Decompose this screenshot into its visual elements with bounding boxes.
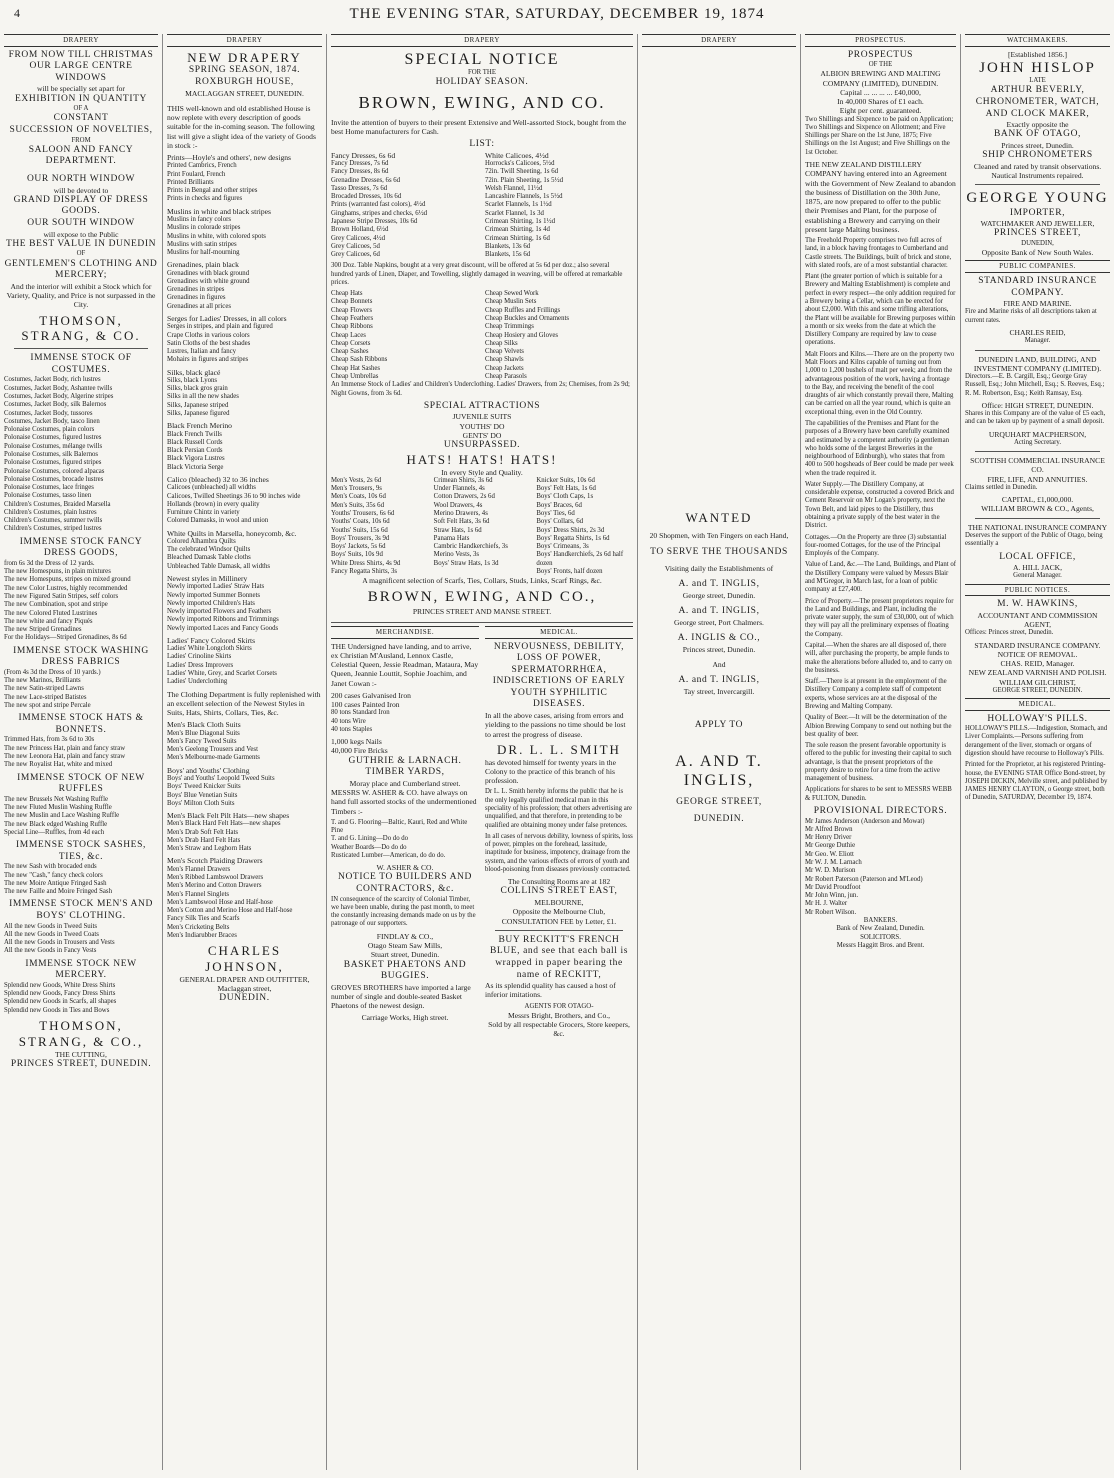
ad-line: GRAND DISPLAY OF DRESS GOODS.: [13, 194, 149, 217]
ad-item: White Quilts in Marsella, honeycomb, &c.: [167, 528, 297, 538]
address-line: GEORGE STREET,: [676, 796, 762, 807]
firm-name: GUTHRIE & LARNACH.: [348, 755, 462, 766]
ad-paragraph: Invite the attention of buyers to their present Extensive and Well-assorted Stock, bought from the best Home manufacturers for Cash.: [331, 117, 627, 136]
ad-line: ARTHUR BEVERLY,: [990, 85, 1085, 96]
firm-name: THOMSON, STRANG, & CO.: [21, 312, 141, 344]
ad-item: Prints—Hoyle's and others', new designs: [167, 153, 292, 163]
ad-line: In 40,000 Shares of £1 each.: [837, 97, 924, 107]
column-drapery-2: DRAPERY NEW DRAPERY SPRING SEASON, 1874. ROXBURGH HOUSE, MACLAGGAN STREET, DUNEDIN. THIS well-known and old established House is now replete with every description of goods suitable for the in-coming season. The following list will give a slight idea of the variety of Goods in stock :- Prints—Hoyle's and others', new designs Printed Cambrics, French Print Foulard, French Printed Brilliants Prints in Bengal and other stripes Prints in checks and figures Muslins in white and black stripes Muslins in fancy colors Muslins in colorade stripes Muslins in white, with colored spots Muslins with satin stripes Muslins for half-mourning Grenadines, plain black Grenadines with black ground Grenadines with white ground Grenadines in stripes Grenadines in figures Grenadines at all prices Serges for Ladies' Dresses, in all colors Serges in stripes, and plain and figured Crape Cloths in various colors Satin Cloths of the best shades Lustres, Italian and fancy Mohairs in figures and stripes Silks, black glacé Silks, black Lyons Silks, black gros grain Silks in all the new shades Silks, Japanese striped Silks, Japanese figured Black French Merino Black French Twills Black Russell Cords Black Persian Cords Black Vigora Lustres Black Victoria Serge Calico (bleached) 32 to 36 inches Calicoes (unbleached) all widths Calicoes, Twilled Sheetings 36 to 90 inches wide Hollands (brown) in every quality Furniture Chintz in variety Colored Damasks, in wool and union White Quilts in Marsella, honeycomb, &c. Colored Alhambra Quilts The celebrated Windsor Quilts Bleached Damask Table cloths Unbleached Table Damask, all widths Newest styles in Millinery Newly imported Ladies' Straw Hats Newly imported Summer Bonnets Newly imported Children's Hats Newly imported Flowers and Feathers Newly imported Ribbons and Trimmings Newly imported Laces and Fancy Goods Ladies' Fancy Colored Skirts Ladies' White Longcloth Skirts Ladies' Crinoline Skirts Ladies' Dress Improvers Ladies' White, Grey, and Scarlet Corsets Ladies' Underclothing The Clothing Department is fully replenished with an excellent selection of the Newest Styles in Suits, Hats, Shirts, Collars, Ties, &c. Men's Black Cloth Suits Men's Blue Diagonal Suits Men's Fancy Tweed Suits Men's Geelong Trousers and Vest Men's Melbourne-made Garments Boys' and Youths' Clothing Boys' and Youths' Leopold Tweed Suits Boys' Tweed Knicker Suits Boys' Blue Venetian Suits Boys' Milton Cloth Suits Men's Black Felt Pilt Hats—new shapes Men's Black Hard Felt Hats—new shapes Men's Drab Soft Felt Hats Men's Drab Hard Felt Hats Men's Straw and Leghorn Hats Men's Scotch Plaiding Drawers Men's Flannel Drawers Men's Ribbed Lambswool Drawers Men's Merino and Cotton Drawers Men's Flannel Singlets Men's Lambswool Hose and Half-hose Men's Cotton and Merino Hose and Half-hose Fancy Silk Ties and Scarfs Men's Cricketing Belts Men's Indiarubber Braces CHARLES JOHNSON, GENERAL DRAPER AND OUTFITTER, Maclaggan street, DUNEDIN.: [167, 36, 321, 1004]
ad-line: CONSULTATION FEE by Letter, £1.: [501, 916, 617, 926]
column-drapery-5: [642, 34, 796, 1470]
firm-name: THOMSON, STRANG, & CO.,: [18, 1017, 144, 1049]
ad-line: Capital ... ... ... ... £40,000,: [840, 87, 921, 97]
ad-line: AGENTS FOR OTAGO-: [524, 1002, 594, 1010]
director: Mr Robert Paterson (Paterson and M'Leod): [805, 875, 923, 883]
director: Mr W. D. Murison: [805, 867, 856, 875]
ad-heading: NERVOUSNESS, DEBILITY, LOSS OF POWER, SPERMATORRHŒA, INDISCRETIONS OF EARLY YOUTH SYPHILITIC DISEASES.: [492, 641, 626, 710]
ad-paragraph: And the interior will exhibit a Stock which for Variety, Quality, and Price is not surpassed in the City.: [6, 281, 156, 310]
ad-heading: TIMBER YARDS,: [365, 767, 445, 778]
director: Mr George Duthie: [805, 842, 856, 850]
column-header: PUBLIC NOTICES.: [965, 584, 1110, 597]
ad-line: Moray place and Cumberland street.: [349, 778, 461, 788]
list-item: White Calicoes, 4½d: [485, 150, 549, 160]
ad-line: WILLIAM BROWN & CO., Agents,: [981, 504, 1094, 514]
address-line: DUNEDIN.: [219, 993, 270, 1004]
ad-title: WANTED: [685, 509, 753, 525]
ad-item: Ladies' Fancy Colored Skirts: [167, 635, 256, 645]
column-header: DRAPERY: [642, 34, 796, 47]
ad-line: Messrs Bright, Brothers, and Co.,: [507, 1010, 611, 1020]
firm-name: BROWN, EWING, AND CO.: [358, 92, 606, 112]
ad-line: SALOON AND FANCY DEPARTMENT.: [28, 144, 134, 167]
ad-heading: BASKET PHAETONS AND BUGGIES.: [343, 959, 467, 982]
ad-line: APPLY TO: [694, 720, 744, 731]
ad-item: Grenadines, plain black: [167, 260, 239, 270]
ad-line: YOUTHS' DO: [459, 421, 505, 431]
ad-line: George street, Dunedin.: [682, 591, 756, 601]
doctor-name: DR. L. L. SMITH: [497, 741, 621, 757]
director: Mr Geo. W. Eliott: [805, 850, 854, 858]
ad-title: PROSPECTUS: [847, 49, 914, 60]
ad-line: will be devoted to: [53, 185, 109, 195]
column-rule: [960, 34, 961, 1470]
address-line: Carriage Works, High street.: [361, 1013, 449, 1023]
ad-line: [Established 1856.]: [1007, 49, 1068, 59]
ad-title: SPECIAL NOTICE: [404, 50, 560, 68]
ad-line: Tay street, Invercargill.: [683, 686, 755, 696]
column-watchmakers: WATCHMAKERS. [Established 1856.] JOHN HISLOP LATE ARTHUR BEVERLY, CHRONOMETER, WATCH, AND CLOCK MAKER, Exactly opposite the BANK OF OTAGO, Princes street, Dunedin. SHIP CHRONOMETERS Cleaned and rated by transit observations. Nautical Instruments repaired. GEORGE YOUNG IMPORTER, WATCHMAKER AND JEWELLER, PRINCES STREET, DUNEDIN, Opposite Bank of New South Wales. PUBLIC COMPANIES. STANDARD INSURANCE COMPANY. FIRE AND MARINE. Fire and Marine risks of all descriptions taken at current rates. CHARLES REID, Manager. DUNEDIN LAND, BUILDING, AND INVESTMENT COMPANY (LIMITED). Directors.—E. B. Cargill, Esq.; George Gray Russell, Esq.; John Mitchell, Esq.; S. Reeves, Esq.; R. M. Robertson, Esq.; Keith Ramsay, Esq. Office: HIGH STREET, DUNEDIN. Shares in this Company are of the value of £5 each, and can be taken up by payment of a small deposit. URQUHART MACPHERSON, Acting Secretary. SCOTTISH COMMERCIAL INSURANCE CO. FIRE, LIFE, AND ANNUITIES. Claims settled in Dunedin. CAPITAL, £1,000,000. WILLIAM BROWN & CO., Agents, THE NATIONAL INSURANCE COMPANY Deserves the support of the Public of Otago, being essentially a LOCAL OFFICE, A. HILL JACK, General Manager. PUBLIC NOTICES. M. W. HAWKINS, ACCOUNTANT AND COMMISSION AGENT, Offices: Princes street, Dunedin. STANDARD INSURANCE COMPANY. NOTICE OF REMOVAL. CHAS. REID, Manager. NEW ZEALAND VARNISH AND POLISH. WILLIAM GILCHRIST, GEORGE STREET, DUNEDIN. MEDICAL. HOLLOWAY'S PILLS. HOLLOWAY'S PILLS.—Indigestion, Stomach, and Liver Complaints.—Persons suffering from derangement of the liver, stomach or organs of digestion should have recourse to Holloway's Pills. Printed for the Proprietor, at his registered Printing-house, the EVENING STAR Office Bond-street, by JOSEPH DICKIN, Melville street, and published by JAMES HENRY CLAYTON, o George street, both of Dunedin, SATURDAY, December 19, 1874.: [965, 36, 1109, 802]
ad-line: Eight per cent. guaranteed.: [839, 106, 922, 116]
ad-line: CAPITAL, £1,000,000.: [1001, 495, 1074, 505]
ad-heading: BUY RECKITT'S FRENCH BLUE, and see that each ball is wrapped in paper bearing the name of RECKITT,: [489, 934, 629, 980]
ad-line: The Consulting Rooms are at 182: [507, 877, 611, 887]
ad-line: Princes street, Dunedin.: [682, 644, 756, 654]
director: Mr H. J. Walter: [805, 900, 848, 908]
column-rule: [800, 34, 801, 1470]
imprint: Printed for the Proprietor, at his registered Printing-house, the EVENING STAR Office Bond-street, by JOSEPH DICKIN, Melville street, and published by JAMES HENRY CLAYTON, o George street, both of Dunedin, SATURDAY, December 19, 1874.: [965, 761, 1108, 802]
ad-line: ROXBURGH HOUSE,: [195, 76, 294, 87]
ad-heading: IMMENSE STOCK WASHING DRESS FABRICS: [13, 645, 149, 668]
ad-paragraph: THE NEW ZEALAND DISTILLERY COMPANY having entered into an Agreement with the Government of New Zealand to abandon the business of Distillation on the 30th June, 1875, are now prepared to offer to the public their Premises and Plant, for the purpose of establishing a Brewery and carrying on their present large Malting business.: [805, 160, 956, 234]
ad-item: 200 cases Galvanised Iron: [331, 690, 411, 700]
ad-line: OUR LARGE CENTRE WINDOWS: [29, 61, 133, 83]
ad-line: George street, Port Chalmers.: [674, 617, 764, 627]
ad-line: OF THE: [868, 61, 893, 69]
ad-item: Calico (bleached) 32 to 36 inches: [167, 474, 269, 484]
ad-line: Sold by all respectable Grocers, Store keepers, &c.: [488, 1020, 630, 1039]
ad-line: CONSTANT: [53, 113, 109, 124]
ad-heading: NOTICE TO BUILDERS AND CONTRACTORS, &c.: [338, 872, 472, 895]
ad-line: OF: [76, 250, 86, 258]
ad-line: GENTLEMEN'S CLOTHING AND MERCERY;: [4, 258, 158, 281]
firm-name: CHARLES JOHNSON,: [205, 943, 284, 975]
signature: WILLIAM GILCHRIST,: [999, 677, 1076, 687]
signature: CHAS. REID, Manager.: [1000, 659, 1075, 669]
merchandise-block: MERCHANDISE. THE Undersigned have landing, and to arrive, ex Christian M'Ausland, Lennox Castle, Celestial Queen, Jessie Readman, Mataura, May Queen, Jeannie Louttit, Sophie Joachim, and Janet Cowan :- 200 cases Galvanised Iron 100 cases Painted Iron 80 tons Standard Iron 40 tons Wire 40 tons Staples 1,000 kegs Nails 40,000 Fire Bricks GUTHRIE & LARNACH. TIMBER YARDS, Moray place and Cumberland street. MESSRS W. ASHER & CO. have always on hand full assorted stocks of the undermentioned Timbers :- T. and G. Flooring—Baltic, Kauri, Red and White Pine T. and G. Lining—Do do do Weather Boards—Do do do Rusticated Lumber—American, do do do. W. ASHER & CO. NOTICE TO BUILDERS AND CONTRACTORS, &c. IN consequence of the scarcity of Colonial Timber, we have been unable, during the past month, to meet the constantly increasing demands made on us by the patronage of our supporters. FINDLAY & CO., Otago Steam Saw Mills, Stuart street, Dunedin. BASKET PHAETONS AND BUGGIES. GROVES BROTHERS have imported a large number of single and double-seated Basket Phaetons of the newest design. Carriage Works, High street.: [331, 628, 479, 1023]
address-line: Stuart street, Dunedin.: [370, 950, 440, 960]
ad-line: CHRONOMETER, WATCH, AND CLOCK MAKER,: [975, 96, 1100, 119]
ad-line: PRINCES STREET,: [994, 228, 1081, 239]
ad-paragraph: A magnificent selection of Scarfs, Ties, Collars, Studs, Links, Scarf Rings, &c.: [362, 576, 602, 586]
column-header: PUBLIC COMPANIES.: [965, 260, 1110, 273]
ad-line: A. INGLIS & CO.,: [677, 633, 761, 644]
medical-block: MEDICAL. NERVOUSNESS, DEBILITY, LOSS OF POWER, SPERMATORRHŒA, INDISCRETIONS OF EARLY YOUTH SYPHILITIC DISEASES. In all the above cases, arising from errors and yielding to the passions no time should be lost to arrest the progress of disease. DR. L. L. SMITH has devoted himself for twenty years in the Colony to the practice of this branch of his profession. Dr L. L. Smith hereby informs the public that he is the only legally qualified medical man in this speciality of his profession; that others advertising are unqualified, and that therefore, in pretending to be qualified are obtaining money under false pretences. In all cases of nervous debility, lowness of spirits, loss of power, pimples on the forehead, lassitude, inaptitude for business, impotency, drainage from the system, and the various effects of errors of youth and blood-poisoning from diseases previously contracted. The Consulting Rooms are at 182 COLLINS STREET EAST, MELBOURNE, Opposite the Melbourne Club, CONSULTATION FEE by Letter, £1. BUY RECKITT'S FRENCH BLUE, and see that each ball is wrapped in paper bearing the name of RECKITT, As its splendid quality has caused a host of inferior imitations. AGENTS FOR OTAGO- Messrs Bright, Brothers, and Co., Sold by all respectable Grocers, Store keepers, &c.: [485, 628, 633, 1039]
director: Mr W. J. M. Larnach: [805, 859, 862, 867]
ad-line: EXHIBITION IN QUANTITY: [15, 93, 147, 104]
ad-paragraph: As its splendid quality has caused a host of inferior imitations.: [485, 981, 616, 1000]
ad-paragraph: The Clothing Department is fully replenished with an excellent selection of the Newest Styles in Suits, Hats, Shirts, Collars, Ties, &c.: [167, 689, 321, 718]
director: Mr David Proudfoot: [805, 883, 861, 891]
column-prospectus: PROSPECTUS. PROSPECTUS OF THE ALBION BREWING AND MALTING COMPANY (LIMITED), DUNEDIN. Capital ... ... ... ... £40,000, In 40,000 Shares of £1 each. Eight per cent. guaranteed. Two Shillings and Sixpence to be paid on Application; Two Shillings and Sixpence on Allotment; and Five Shillings per Share on the 1st June, 1875; Five Shillings on the 1st August; and Five Shillings on the 1st October. THE NEW ZEALAND DISTILLERY COMPANY having entered into an Agreement with the Government of New Zealand to abandon the business of Distillation on the 30th June, 1875, are now prepared to offer to the public their Premises and Plant, for the purpose of establishing a Brewery and carrying on their present large Malting business. The Freehold Property comprises two full acres of land, in a block having frontages to Cumberland and Castle streets. The Buildings, built of brick and stone, with slated roofs, are of a most substantial character. Plant (the greater portion of which is suitable for a Brewery and Malting Establishment) is complete and perfect in every respect—the only addition required for a Brewery being a Cellar, which can be erected for about £2,000. With this and some trifling alterations, the Plant will be available for Brewing purposes within a month or six weeks from the date at which the Distillery Company are required by law to cease operations. Malt Floors and Kilns.—There are on the property two Malt Floors and Kilns capable of turning out from 1,000 to 1,200 bushels of malt per week; and from the advantageous position of the work, having a frontage to the Bay, and receiving the benefit of the cool draughts of air which constantly prevail there, Malting can be carried on all the year round, which is quite an exceptional thing, even in the Old Country. The capabilities of the Premises and Plant for the purposes of a Brewery have been carefully examined and estimated by a competent authority (a gentleman who holds some of the largest Breweries in the neighbourhood of Edinburgh), who states that from 400 to 500 hogsheads of Beer could be made per week when the trade required it. Water Supply.—The Distillery Company, at considerable expense, constructed a covered Brick and Cement Reservoir on Mr Logan's property, next the Town Belt, and laid pipes to the Distillery, thus obtaining a private supply of the best water in the District. Cottages.—On the Property are three (3) substantial four-roomed Cottages, for the use of the Principal Employés of the Company. Value of Land, &c.—The Land, Buildings, and Plant of the Distillery Company were valued by Messrs Blair and M'Gregor, in March last, for a loan of public company at £27,400. Price of Property.—The present proprietors require for the Land and Buildings, and Plant, including the private water supply, the sum of £30,000, out of which they will pay all the preliminary expenses of floating the Company. Capital.—When the shares are all disposed of, there will, after purchasing the property, be ample funds to make the alterations before alluded to, and to carry on the business. Staff.—There is at present in the employment of the Distillery Company a complete staff of competent experts, whose services are at the disposal of the Brewing and Malting Company. Quality of Beer.—It will be the determination of the Albion Brewing Company to send out nothing but the best quality of beer. The sole reason the present favorable opportunity is offered to the public for investing their capital to such advantage, is that the present proprietors of the property desire to retire for a time from the active management of business. Applications for shares to be sent to MESSRS WEBB & FULTON, Dunedin. PROVISIONAL DIRECTORS. Mr James Anderson (Anderson and Mowat) Mr Alfred Brown Mr Henry Driver Mr George Duthie Mr Geo. W. Eliott Mr W. J. M. Larnach Mr W. D. Murison Mr Robert Paterson (Paterson and M'Leod) Mr David Proudfoot Mr John Winn, jun. Mr H. J. Walter Mr Robert Wilson. BANKERS. Bank of New Zealand, Dunedin. SOLICITORS. Messrs Haggitt Bros. and Brent.: [805, 36, 956, 949]
ad-item: Men's Scotch Plaiding Drawers: [167, 856, 263, 866]
column-rule: [637, 34, 638, 1470]
firm-name: BROWN, EWING, AND CO.,: [367, 589, 597, 606]
column-rule: [162, 34, 163, 1470]
company-name: THE NATIONAL INSURANCE COMPANY: [967, 522, 1108, 532]
signature: URQUHART MACPHERSON,: [988, 429, 1087, 439]
ad-line: OF A: [73, 105, 89, 113]
director: Mr John Winn, jun.: [805, 892, 859, 900]
signature: W. ASHER & CO.: [376, 863, 434, 873]
ad-line: Opposite Bank of New South Wales.: [981, 248, 1094, 258]
ad-line: SPRING SEASON, 1874.: [188, 65, 301, 76]
ad-paragraph: In all the above cases, arising from errors and yielding to the passions no time should be lost to arrest the progress of disease.: [485, 711, 626, 739]
ad-heading: IMMENSE STOCK NEW MERCERY.: [25, 958, 137, 981]
column-header: PROSPECTUS.: [805, 34, 956, 47]
ad-item: Newest styles in Millinery: [167, 574, 248, 584]
ad-line: Office: HIGH STREET, DUNEDIN.: [981, 400, 1094, 410]
ad-line: will expose to the Public: [43, 229, 119, 239]
signature: CHARLES REID,: [1009, 327, 1066, 337]
column-header: MEDICAL.: [485, 626, 633, 639]
ad-line: FIRE AND MARINE.: [1003, 299, 1072, 309]
company-name: DUNEDIN LAND, BUILDING, AND INVESTMENT COMPANY (LIMITED).: [973, 354, 1102, 373]
ad-line: UNSURPASSED.: [443, 440, 521, 451]
ad-line: ACCOUNTANT AND COMMISSION AGENT,: [977, 610, 1098, 630]
address-line: MELBOURNE,: [534, 898, 584, 908]
ad-line: SUCCESSION OF NOVELTIES,: [9, 124, 153, 135]
ad-line: In every Style and Quality.: [441, 467, 523, 477]
ad-item: Serges for Ladies' Dresses, in all colors: [167, 314, 287, 324]
ad-line: JUVENILE SUITS: [452, 412, 512, 422]
masthead-title: THE EVENING STAR, SATURDAY, DECEMBER 19, 1874: [349, 6, 765, 22]
director: Mr Robert Wilson.: [805, 908, 857, 916]
company-name: STANDARD INSURANCE COMPANY.: [974, 640, 1101, 650]
ad-line: A. and T. INGLIS,: [678, 579, 760, 590]
ad-heading: IMMENSE STOCK OF NEW RUFFLES: [17, 772, 145, 795]
ad-line: LOCAL OFFICE,: [999, 551, 1076, 562]
ad-paragraph: has devoted himself for twenty years in the Colony to the practice of this branch of his profession.: [485, 757, 616, 786]
ad-title: NEW DRAPERY: [187, 49, 302, 65]
director: Mr James Anderson (Anderson and Mowat): [805, 817, 925, 825]
firm-name: JOHN HISLOP: [979, 59, 1096, 76]
ad-line: FROM NOW TILL CHRISTMAS: [8, 49, 154, 60]
ad-line: MACLAGGAN STREET, DUNEDIN.: [185, 88, 304, 98]
ad-line: OUR NORTH WINDOW: [26, 173, 136, 184]
ad-heading: SPECIAL ATTRACTIONS: [423, 400, 541, 411]
ad-line: OUR SOUTH WINDOW: [27, 217, 135, 228]
company-name: NEW ZEALAND VARNISH AND POLISH.: [968, 668, 1107, 678]
ad-line: 20 Shopmen, with Ten Fingers on each Hand,: [649, 531, 789, 541]
firm-name: A. AND T. INGLIS,: [675, 752, 763, 790]
ad-line: Visiting daily the Establishments of: [664, 564, 774, 574]
ad-paragraph: THE Undersigned have landing, and to arrive, ex Christian M'Ausland, Lennox Castle, Celestial Queen, Jessie Readman, Mataura, May Queen, Jeannie Louttit, Sophie Joachim, and Janet Cowan :-: [331, 641, 479, 688]
ad-line: Manager.: [1024, 337, 1051, 345]
ad-title: HOLLOWAY'S PILLS.: [987, 713, 1088, 724]
ad-line: A. and T. INGLIS,: [678, 675, 760, 686]
ad-line: General Manager.: [1013, 572, 1062, 580]
ad-item: 100 cases Painted Iron: [331, 700, 400, 710]
address-line: Maclaggan street,: [217, 984, 272, 994]
director: Mr Alfred Brown: [805, 825, 853, 833]
column-rule: [326, 34, 327, 1470]
address-line: PRINCES STREET, DUNEDIN.: [10, 1058, 152, 1069]
ad-item: 40,000 Fire Bricks: [331, 746, 388, 756]
address-line: GEORGE STREET, DUNEDIN.: [992, 686, 1083, 694]
ad-item: Muslins in white and black stripes: [167, 206, 271, 216]
list-heading: LIST:: [469, 139, 495, 150]
ad-heading: IMMENSE STOCK OF COSTUMES.: [30, 353, 132, 375]
ad-item: Boys' and Youths' Clothing: [167, 765, 250, 775]
address-line: COLLINS STREET EAST,: [500, 886, 618, 897]
ad-line: HOLIDAY SEASON.: [435, 77, 529, 88]
ad-line: FIRE, LIFE, AND ANNUITIES.: [987, 474, 1088, 484]
ad-line: Exactly opposite the: [1006, 120, 1069, 130]
ad-heading: IMMENSE STOCK HATS & BONNETS.: [18, 713, 144, 735]
column-drapery-1: DRAPERY FROM NOW TILL CHRISTMAS OUR LARGE CENTRE WINDOWS will be specially set apart for EXHIBITION IN QUANTITY OF A CONSTANT SUCCESSION OF NOVELTIES, FROM SALOON AND FANCY DEPARTMENT. OUR NORTH WINDOW will be devoted to GRAND DISPLAY OF DRESS GOODS. OUR SOUTH WINDOW will expose to the Public THE BEST VALUE IN DUNEDIN OF GENTLEMEN'S CLOTHING AND MERCERY; And the interior will exhibit a Stock which for Variety, Quality, and Price is not surpassed in the City. THOMSON, STRANG, & CO. IMMENSE STOCK OF COSTUMES. Costumes, Jacket Body, rich lustres Costumes, Jacket Body, Ashantee twills Costumes, Jacket Body, Algerine stripes Costumes, Jacket Body, silk Balernos Costumes, Jacket Body, tussores Costumes, Jacket Body, tasco linen Polonaise Costumes, plain colors Polonaise Costumes, figured lustres Polonaise Costumes, mélange twills Polonaise Costumes, silk Balernos Polonaise Costumes, figured stripes Polonaise Costumes, colored alpacas Polonaise Costumes, brocade lustres Polonaise Costumes, lace fringes Polonaise Costumes, tasso linen Children's Costumes, Braided Marsella Children's Costumes, plain lustres Children's Costumes, summer twills Children's Costumes, striped lustres IMMENSE STOCK FANCY DRESS GOODS, from 6s 3d the Dress of 12 yards. The new Homespuns, in plain mixtures The new Homespuns, stripes on mixed ground The new Color Lustres, highly recommended The new Figured Satin Stripes, self colors The new Combination, spot and stripe The new Colored Fluted Lustrines The new white and fancy Piqués The new Striped Grenadines For the Holidays—Striped Grenadines, 8s 6d IMMENSE STOCK WASHING DRESS FABRICS (From 4s 3d the Dress of 10 yards.) The new Marinos, Brilliants The new Satin-striped Lawns The new Lace-striped Batistes The new spot and stripe Percale IMMENSE STOCK HATS & BONNETS. Trimmed Hats, from 3s 6d to 30s The new Princess Hat, plain and fancy straw The new Leonora Hat, plain and fancy straw The new Royalist Hat, white and mixed IMMENSE STOCK OF NEW RUFFLES The new Brussels Net Washing Ruffle The new Fluted Muslin Washing Ruffle The new Muslin and Lace Washing Ruffle The new Black edged Washing Ruffle Special Line—Ruffles, from 4d each IMMENSE STOCK SASHES, TIES, &c. The new Sash with brocaded ends The new "Cash," fancy check colors The new Moire Antique Fringed Sash The new Faille and Moire Fringed Sash IMMENSE STOCK MEN'S AND BOYS' CLOTHING. All the new Goods in Tweed Suits All the new Goods in Tweed Coats All the new Goods in Trousers and Vests All the new Goods in Fancy Vests IMMENSE STOCK NEW MERCERY. Splendid new Goods, White Dress Shirts Splendid new Goods, Fancy Dress Shirts Splendid new Goods in Scarfs, all shapes Splendid new Goods in Ties and Bows THOMSON, STRANG, & CO., THE CUTTING, PRINCES STREET, DUNEDIN.: [4, 36, 158, 1069]
ad-line: IMPORTER,: [1009, 207, 1066, 218]
ad-line: A. and T. INGLIS,: [678, 606, 760, 617]
firm-name: GEORGE YOUNG: [966, 190, 1109, 207]
ad-line: LATE: [1029, 77, 1046, 85]
column-drapery-3: DRAPERY SPECIAL NOTICE FOR THE HOLIDAY SEASON. BROWN, EWING, AND CO. Invite the attention of buyers to their present Extensive and Well-assorted Stock, bought from the best Home manufacturers for Cash. LIST: Fancy Dresses, 6s 6d Fancy Dresses, 7s 6d Fancy Dresses, 8s 6d Grenadine Dresses, 6s 6d Tasso Dresses, 7s 6d Brocaded Dresses, 10s 6d Prints (warranted fast colors), 4½d Ginghams, stripes and checks, 6½d Japanese Stripe Dresses, 10s 6d Brown Holland, 6½d Grey Calicoes, 4½d Grey Calicoes, 5d Grey Calicoes, 6d White Calicoes, 4½d Horrocks's Calicoes, 5½d 72in. Twill Sheeting, 1s 6d 72in. Plain Sheeting, 1s 5½d Welsh Flannel, 11½d Lancashire Flannels, 1s 5½d Scarlet Flannels, 1s 1½d Scarlet Flannel, 1s 3d Crimean Shirting, 1s 1½d Crimean Shirting, 1s 4d Crimean Shirting, 1s 6d Blankets, 13s 6d Blankets, 15s 6d 300 Doz. Table Napkins, bought at a very great discount, will be offered at 5s 6d per doz.; also several hundred yards of Linen, Diaper, and Towelling, slightly damaged in weaving, will be offered at remarkable prices. Cheap Hats Cheap Bonnets Cheap Flowers Cheap Feathers Cheap Ribbons Cheap Laces Cheap Corsets Cheap Sashes Cheap Sash Ribbons Cheap Hat Sashes Cheap Umbrellas Cheap Sewed Work Cheap Muslin Sets Cheap Ruffles and Frillings Cheap Buckles and Ornaments Cheap Trimmings Cheap Hosiery and Gloves Cheap Silks Cheap Velvets Cheap Shawls Cheap Jackets Cheap Parasols An Immense Stock of Ladies' and Children's Underclothing. Ladies' Drawers, from 2s; Chemises, from 2s 9d; Night Gowns, from 3s 6d. SPECIAL ATTRACTIONS JUVENILE SUITS YOUTHS' DO GENTS' DO UNSURPASSED. HATS! HATS! HATS! In every Style and Quality. Men's Vests, 2s 6d Men's Trousers, 9s Men's Coats, 10s 6d Men's Suits, 35s 6d Youths' Trousers, 6s 6d Youths' Coats, 10s 6d Youths' Suits, 15s 6d Boys' Trousers, 3s 9d Boys' Jackets, 5s 6d Boys' Suits, 10s 9d White Dress Shirts, 4s 9d Fancy Regatta Shirts, 3s Crimean Shirts, 3s 6d Under Flannels, 4s Cotton Drawers, 2s 6d Wool Drawers, 4s Merino Drawers, 4s Soft Felt Hats, 3s 6d Straw Hats, 1s 6d Panama Hats Cambric Handkerchiefs, 3s Merino Vests, 3s Boys' Straw Hats, 1s 3d Knicker Suits, 10s 6d Boys' Felt Hats, 1s 6d Boys' Cloth Caps, 1s Boys' Braces, 6d Boys' Ties, 6d Boys' Collars, 6d Boys' Dress Shirts, 2s 3d Boys' Regatta Shirts, 1s 6d Boys' Crimeans, 3s Boys' Handkerchiefs, 2s 6d half dozen Boys' Fronts, half dozen A magnificent selection of Scarfs, Ties, Collars, Studs, Links, Scarf Rings, &c. BROWN, EWING, AND CO., PRINCES STREET AND MANSE STREET. MERCHANDISE. THE Undersigned have landing, and to arrive, ex Christian M'Ausland, Lennox Castle, Celestial Queen, Jessie Readman, Mataura, May Queen, Jeannie Louttit, Sophie Joachim, and Janet Cowan :- 200 cases Galvanised Iron 100 cases Painted Iron 80 tons Standard Iron 40 tons Wire 40 tons Staples 1,000 kegs Nails 40,000 Fire Bricks GUTHRIE & LARNACH. TIMBER YARDS, Moray place and Cumberland street. MESSRS W. ASHER & CO. have always on hand full assorted stocks of the undermentioned Timbers :- T. and G. Flooring—Baltic, Kauri, Red and White Pine T. and G. Lining—Do do do Weather Boards—Do do do Rusticated Lumber—American, do do do. W. ASHER & CO. NOTICE TO BUILDERS AND CONTRACTORS, &c. IN consequence of the scarcity of Colonial Timber, we have been unable, during the past month, to meet the constantly increasing demands made on us by the patronage of our supporters. FINDLAY & CO., Otago Steam Saw Mills, Stuart street, Dunedin. BASKET PHAETONS AND BUGGIES. GROVES BROTHERS have imported a large number of single and double-seated Basket Phaetons of the newest design. Carriage Works, High street. MEDICAL. NERVOUSNESS, DEBILITY, LOSS OF POWER, SPERMATORRHŒA, INDISCRETIONS OF EARLY YOUTH SYPHILITIC DISEASES. In all the above cases, arising from errors and yielding to the passions no time should be lost to arrest the progress of disease. DR. L. L. SMITH has devoted himself for twenty years in the Colony to the practice of this branch of his profession. Dr L. L. Smith hereby informs the public that he is the only legally qualified medical man in this speciality of his profession; that others advertising are unqualified, and that therefore, in pretending to be qualified are obtaining money under false pretences. In all cases of nervous debility, lowness of spirits, loss of power, pimples on the forehead, lassitude, inaptitude for business, impotency, drainage from the system, and the various effects of errors of youth and blood-poisoning from diseases previously contracted. The Consulting Rooms are at 182 COLLINS STREET EAST, MELBOURNE, Opposite the Melbourne Club, CONSULTATION FEE by Letter, £1. BUY RECKITT'S FRENCH BLUE, and see that each ball is wrapped in paper bearing the name of RECKITT, As its splendid quality has caused a host of inferior imitations. AGENTS FOR OTAGO- Messrs Bright, Brothers, and Co., Sold by all respectable Grocers, Store keepers, &c.: [331, 36, 633, 1039]
ad-line: SHIP CHRONOMETERS: [982, 150, 1093, 161]
address-line: Opposite the Melbourne Club,: [512, 907, 606, 917]
firm-name: FINDLAY & CO.,: [376, 931, 434, 941]
ad-line: THE BEST VALUE IN DUNEDIN: [5, 238, 157, 249]
ad-line: WATCHMAKER AND JEWELLER,: [980, 219, 1095, 229]
ad-heading: IMMENSE STOCK MEN'S AND BOYS' CLOTHING.: [9, 899, 153, 921]
ad-line: DUNEDIN,: [1021, 239, 1054, 247]
column-header: DRAPERY: [167, 34, 322, 47]
company-name: SCOTTISH COMMERCIAL INSURANCE CO.: [970, 456, 1105, 475]
ad-line: TO SERVE THE THOUSANDS: [650, 546, 788, 557]
column-header: MEDICAL.: [965, 698, 1110, 711]
ad-line: Bank of New Zealand, Dunedin.: [836, 925, 925, 933]
ad-heading: IMMENSE STOCK FANCY DRESS GOODS,: [19, 536, 143, 559]
firm-name: M. W. HAWKINS,: [997, 599, 1078, 610]
address-line: DUNEDIN.: [693, 814, 745, 825]
ad-item: Men's Black Felt Pilt Hats—new shapes: [167, 811, 290, 821]
ad-line: FOR THE: [467, 69, 496, 77]
ad-heading: BANKERS.: [863, 917, 898, 924]
ad-line: Cleaned and rated by transit observations.: [973, 161, 1102, 171]
ad-heading: PROVISIONAL DIRECTORS.: [813, 806, 948, 817]
address-line: THE CUTTING,: [55, 1049, 107, 1059]
ad-heading: HATS! HATS! HATS!: [406, 451, 558, 467]
director: Mr Henry Driver: [805, 834, 852, 842]
address-line: PRINCES STREET AND MANSE STREET.: [412, 606, 552, 616]
list-item: Fancy Dresses, 6s 6d: [331, 150, 396, 160]
ad-line: Messrs Haggitt Bros. and Brent.: [836, 941, 925, 949]
company-name: ALBION BREWING AND MALTING COMPANY (LIMITED), DUNEDIN.: [820, 69, 941, 88]
ad-line: Princes street, Dunedin.: [1001, 140, 1074, 150]
column-header: WATCHMAKERS.: [965, 34, 1110, 47]
ad-line: BANK OF OTAGO,: [993, 129, 1082, 140]
ad-paragraph: THIS well-known and old established House is now replete with every description of goods suitable for the in-coming season. The following list will give a slight idea of the variety of Goods in stock :-: [167, 103, 316, 150]
ad-line: GENTS' DO: [462, 430, 502, 440]
address-line: Otago Steam Saw Mills,: [367, 941, 443, 950]
signature: A. HILL JACK,: [1012, 563, 1063, 573]
ad-paragraph: GROVES BROTHERS have imported a large number of single and double-seated Basket Phaetons of the newest design.: [331, 982, 471, 1011]
ad-heading: IMMENSE STOCK SASHES, TIES, &c.: [16, 840, 146, 862]
ad-item: Silks, black glacé: [167, 367, 221, 377]
ad-line: And: [712, 659, 726, 669]
ad-heading: SOLICITORS.: [860, 933, 901, 941]
ad-paragraph: MESSRS W. ASHER & CO. have always on hand full assorted stocks of the undermentioned Timbers :-: [331, 788, 477, 816]
column-header: MERCHANDISE.: [331, 626, 479, 639]
ad-line: FROM: [71, 136, 91, 144]
ad-line: Nautical Instruments repaired.: [991, 171, 1084, 180]
company-name: STANDARD INSURANCE COMPANY.: [978, 276, 1097, 298]
masthead: [0, 6, 1114, 23]
column-header: DRAPERY: [331, 34, 633, 47]
ad-item: 1,000 kegs Nails: [331, 737, 382, 747]
address-line: GENERAL DRAPER AND OUTFITTER,: [179, 974, 310, 984]
ad-line: Acting Secretary.: [1013, 438, 1062, 446]
ad-item: Men's Black Cloth Suits: [167, 720, 241, 730]
ad-line: NOTICE OF REMOVAL.: [997, 649, 1078, 659]
page-number: 4: [14, 6, 21, 20]
ad-line: will be specially set apart for: [37, 84, 125, 94]
column-header: DRAPERY: [4, 34, 158, 47]
ad-item: Black French Merino: [167, 421, 232, 431]
